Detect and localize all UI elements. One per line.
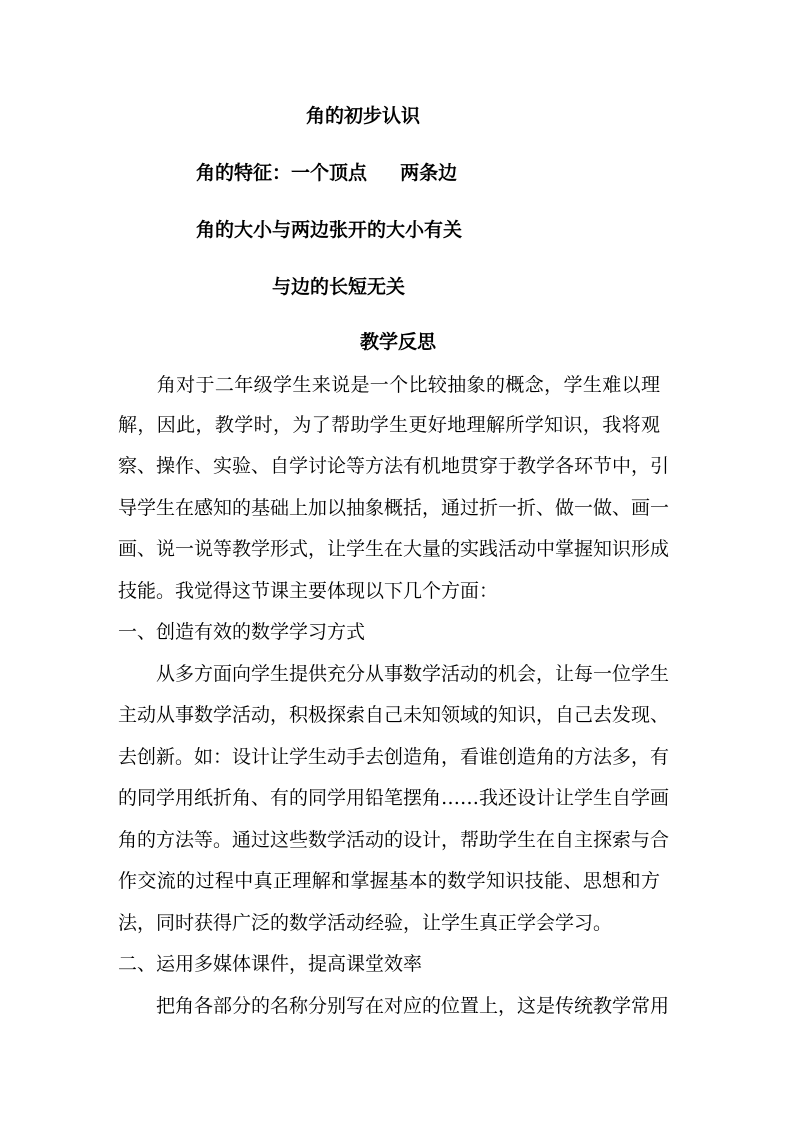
paragraph-line: 技能。我觉得这节课主要体现以下几个方面： bbox=[118, 580, 499, 602]
paragraph-line: 角对于二年级学生来说是一个比较抽象的概念，学生难以理 bbox=[118, 374, 660, 396]
paragraph-line: 察、操作、实验、自学讨论等方法有机地贯穿于教学各环节中，引 bbox=[118, 455, 670, 477]
paragraph-line: 的同学用纸折角、有的同学用铅笔摆角……我还设计让学生自学画 bbox=[118, 787, 670, 809]
paragraph-line: 主动从事数学活动，积极探索自己未知领域的知识，自己去发现、 bbox=[118, 704, 670, 726]
section-heading-2: 二、运用多媒体课件，提高课堂效率 bbox=[118, 953, 423, 975]
paragraph-line: 导学生在感知的基础上加以抽象概括，通过折一折、做一做、画一 bbox=[118, 497, 670, 519]
paragraph-line: 从多方面向学生提供充分从事数学活动的机会，让每一位学生 bbox=[118, 663, 670, 685]
section-heading-1: 一、创造有效的数学学习方式 bbox=[118, 621, 366, 643]
paragraph-line: 把角各部分的名称分别写在对应的位置上，这是传统教学常用 bbox=[118, 995, 670, 1017]
reflection-title: 教学反思 bbox=[360, 331, 437, 353]
paragraph-line: 法，同时获得广泛的数学活动经验，让学生真正学会学习。 bbox=[118, 912, 613, 934]
angle-size-line: 角的大小与两边张开的大小有关 bbox=[196, 219, 463, 241]
paragraph-line: 去创新。如：设计让学生动手去创造角，看谁创造角的方法多，有 bbox=[118, 746, 670, 768]
angle-feature-line: 角的特征：一个顶点 两条边 bbox=[196, 162, 458, 184]
paragraph-line: 画、说一说等教学形式，让学生在大量的实践活动中掌握知识形成 bbox=[118, 538, 670, 560]
paragraph-line: 作交流的过程中真正理解和掌握基本的数学知识技能、思想和方 bbox=[118, 870, 660, 892]
angle-length-line: 与边的长短无关 bbox=[272, 276, 406, 298]
board-title: 角的初步认识 bbox=[306, 105, 421, 127]
paragraph-line: 角的方法等。通过这些数学活动的设计，帮助学生在自主探索与合 bbox=[118, 829, 670, 851]
paragraph-line: 解，因此，教学时，为了帮助学生更好地理解所学知识，我将观 bbox=[118, 414, 660, 436]
